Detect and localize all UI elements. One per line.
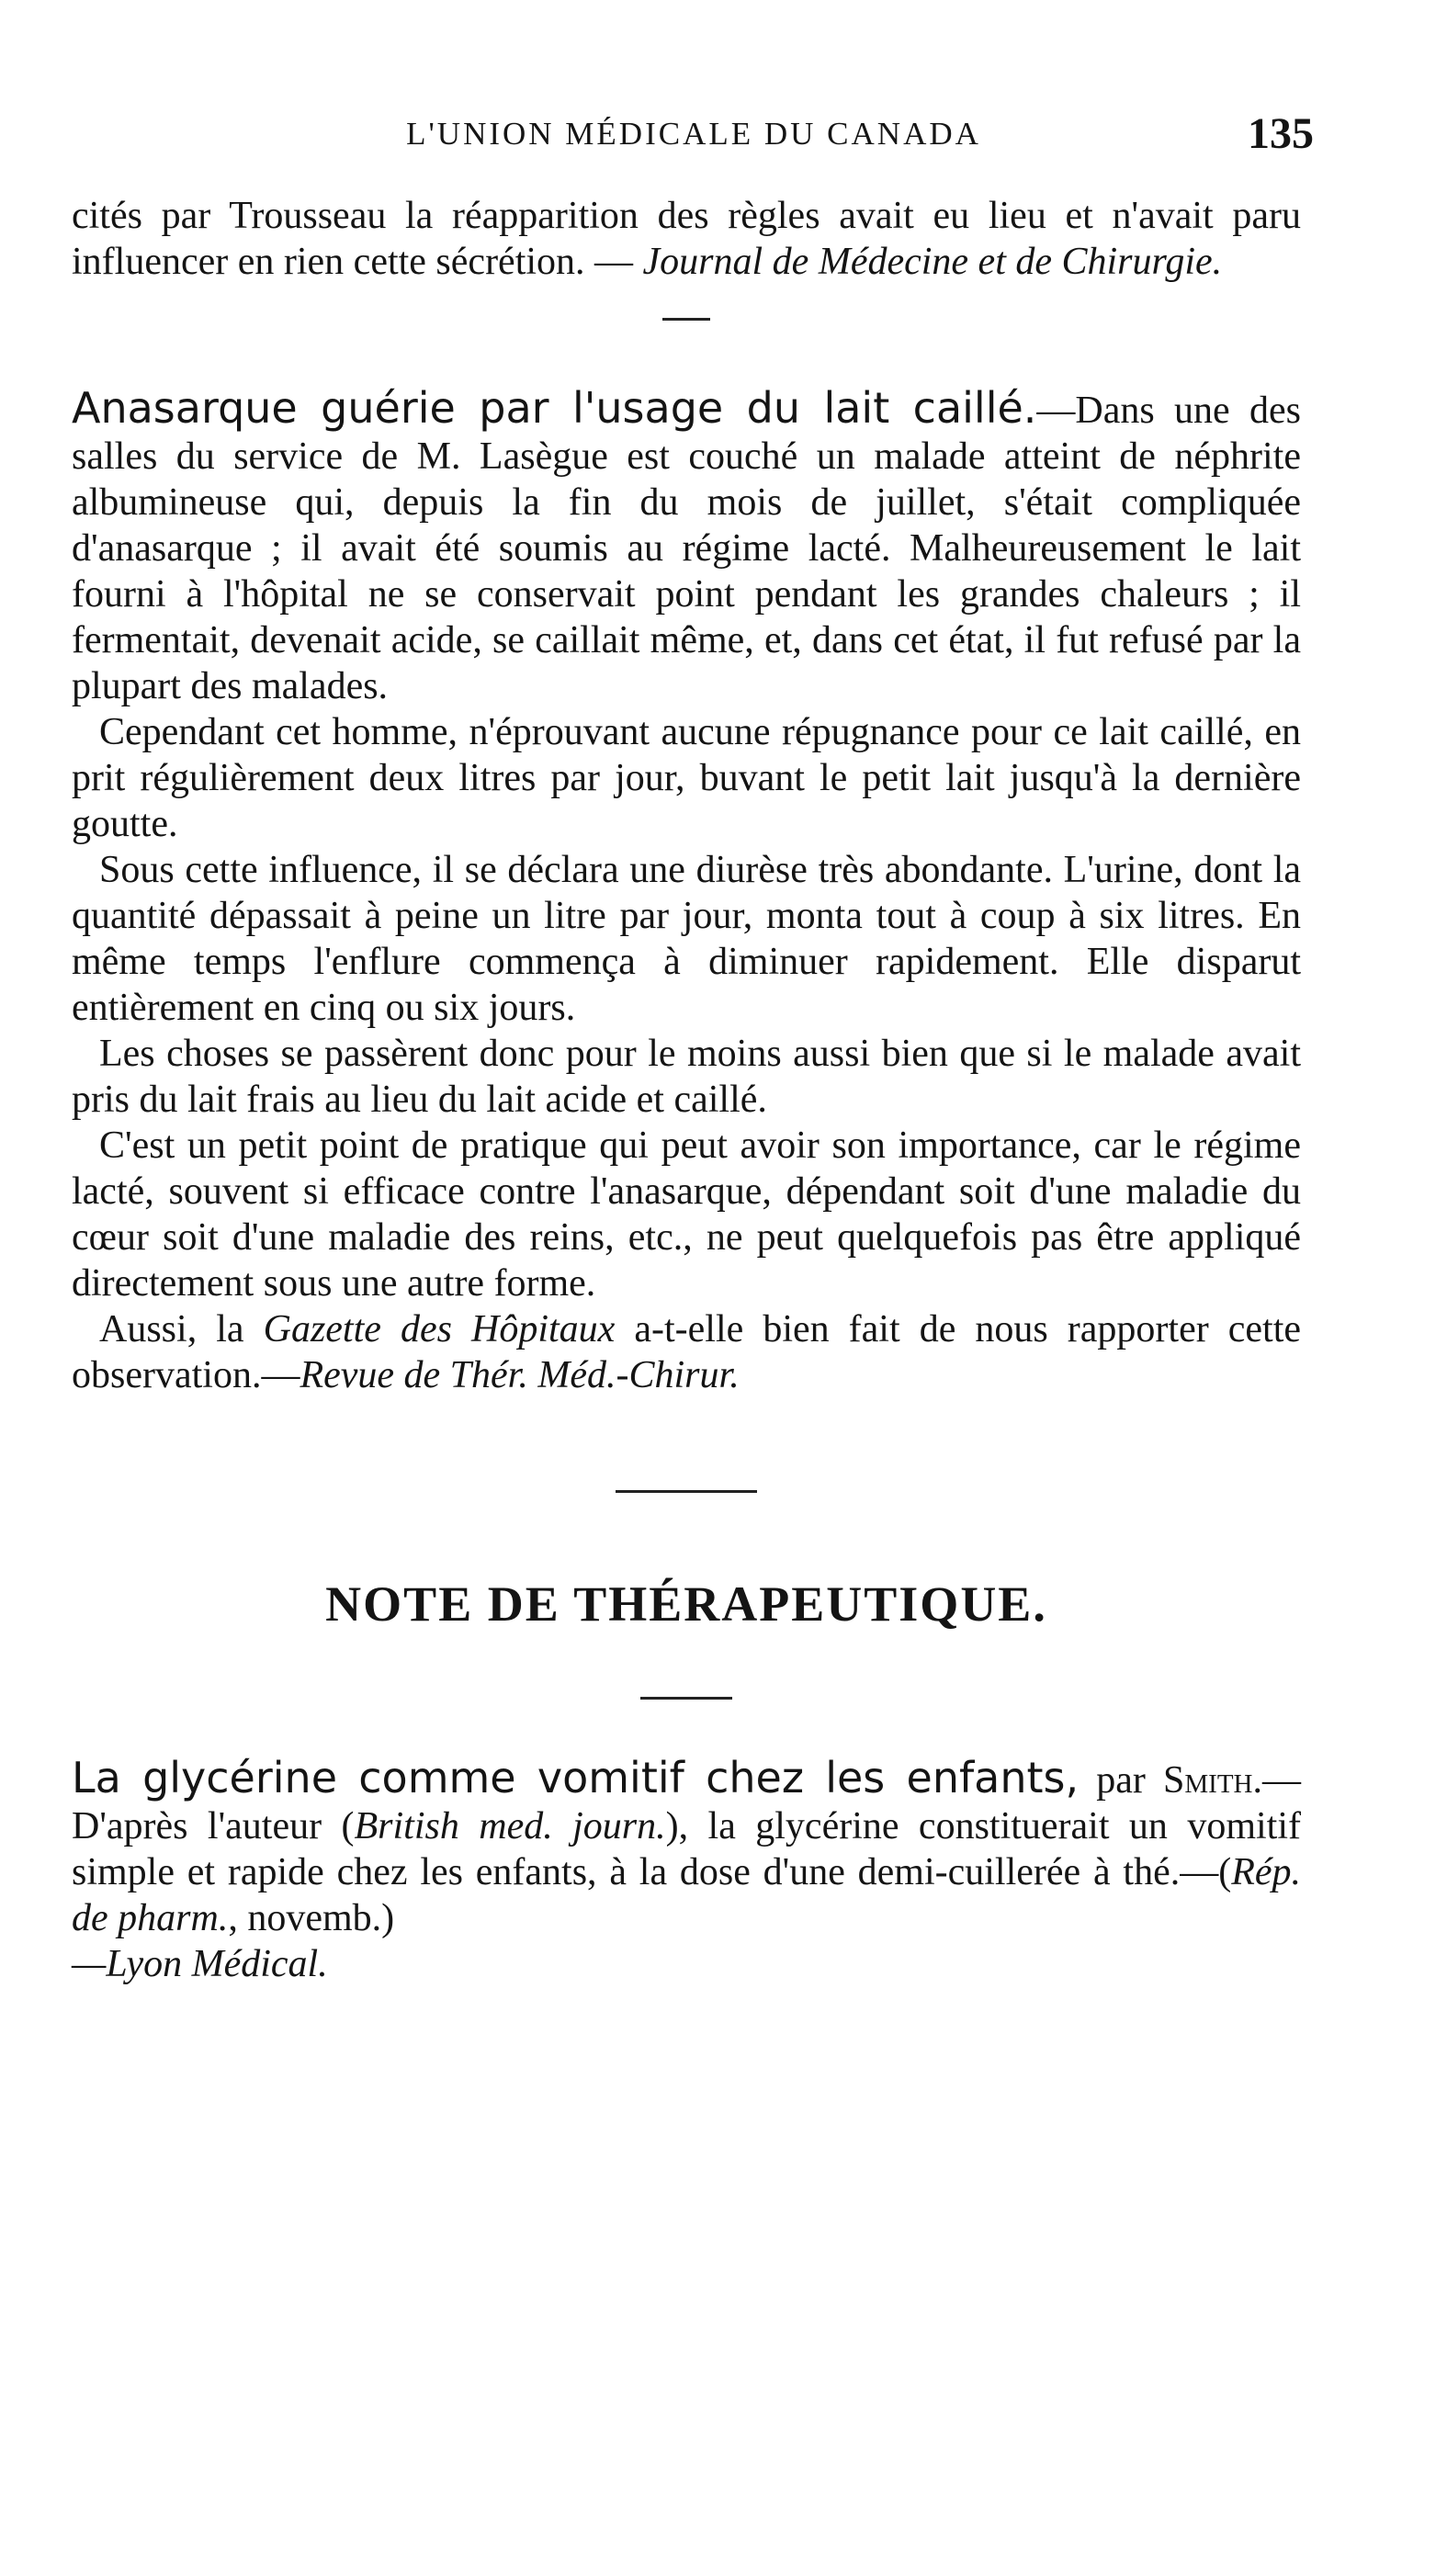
- section-rule-bottom: [640, 1697, 732, 1700]
- intro-source: Journal de Médecine et de Chirurgie.: [642, 241, 1223, 283]
- section-heading: NOTE DE THÉRAPEUTIQUE.: [325, 1576, 1047, 1632]
- article-paragraph: Cependant cet homme, n'éprouvant aucune répugnance pour ce lait caillé, en prit régulièrement deux litres par jour, buvant le petit lait jusqu'à la dernière goutte.: [72, 711, 1301, 845]
- text-column: [72, 193, 1301, 1987]
- closing-pre: Aussi, la: [99, 1308, 264, 1350]
- article-glycerine-ref: Rép. de pharm.: [72, 1851, 1301, 1939]
- article-closing-paragraph: [72, 1306, 1301, 1398]
- article-paragraph: C'est un petit point de pratique qui peut avoir son importance, car le régime lacté, souvent si efficace contre l'anasarque, dépendant soit d'une maladie du cœur soit d'une maladie des reins, etc., ne peut quelquefois pas être appliqué directement sous une autre forme.: [72, 1124, 1301, 1305]
- section-rule-top: [616, 1490, 757, 1493]
- closing-journal: Gazette des Hôpitaux: [263, 1308, 616, 1350]
- article-glycerine-text-2: ), la glycérine constituerait un vomitif simple et rapide chez les enfants, à la dose d'une demi-cuillerée à thé.—(: [72, 1805, 1301, 1893]
- closing-mid: a-t-elle bien fait de nous rapporter cette observation.—: [72, 1308, 1302, 1396]
- article-paragraph: Les choses se passèrent donc pour le moins aussi bien que si le malade avait pris du lait frais au lieu du lait acide et caillé.: [72, 1033, 1301, 1121]
- intro-text: cités par Trousseau la réapparition des règles avait eu lieu et n'avait paru influencer en rien cette sécrétion. —: [72, 195, 1301, 283]
- article-anasarque-title: Anasarque guérie par l'usage du lait caillé.: [72, 383, 1037, 433]
- running-title: L'UNION MÉDICALE DU CANADA: [406, 116, 981, 152]
- article-glycerine-journal: British med. journ.: [354, 1805, 666, 1847]
- article-anasarque-lead: [72, 385, 1301, 709]
- article-glycerine-title: La glycérine comme vomitif chez les enfants,: [72, 1753, 1080, 1802]
- page-number: 135: [1248, 109, 1314, 158]
- running-head: [73, 108, 1314, 164]
- article-glycerine-text-1: —D'après l'auteur (: [72, 1759, 1301, 1847]
- article-paragraph: Sous cette influence, il se déclara une diurèse très abondante. L'urine, dont la quantité dépassait à peine un litre par jour, monta tout à coup à six litres. En même temps l'enflure commença à diminuer rapidement. Elle disparut entièrement en cinq ou six jours.: [72, 849, 1301, 1029]
- article-anasarque-lead-text: —Dans une des salles du service de M. Lasègue est couché un malade atteint de néphrite albumineuse qui, depuis la fin du mois de juillet, s'était compliquée d'anasarque ; il avait été soumis au régime lacté. Malheureusement le lait fourni à l'hôpital ne se conservait point pendant les grandes chaleurs ; il fermentait, devenait acide, se caillait même, et, dans cet état, il fut refusé par la plupart des malades.: [72, 390, 1301, 707]
- article-glycerine-author: Smith.: [1163, 1759, 1262, 1802]
- intro-paragraph: [72, 193, 1301, 285]
- article-glycerine-text-3: , novemb.): [228, 1897, 395, 1939]
- article-glycerine-by: par: [1079, 1759, 1164, 1802]
- article-glycerine: [72, 1755, 1301, 1987]
- closing-source: Revue de Thér. Méd.-Chirur.: [300, 1354, 740, 1396]
- article-glycerine-source: —Lyon Médical.: [72, 1943, 328, 1985]
- separator-rule: [662, 318, 710, 321]
